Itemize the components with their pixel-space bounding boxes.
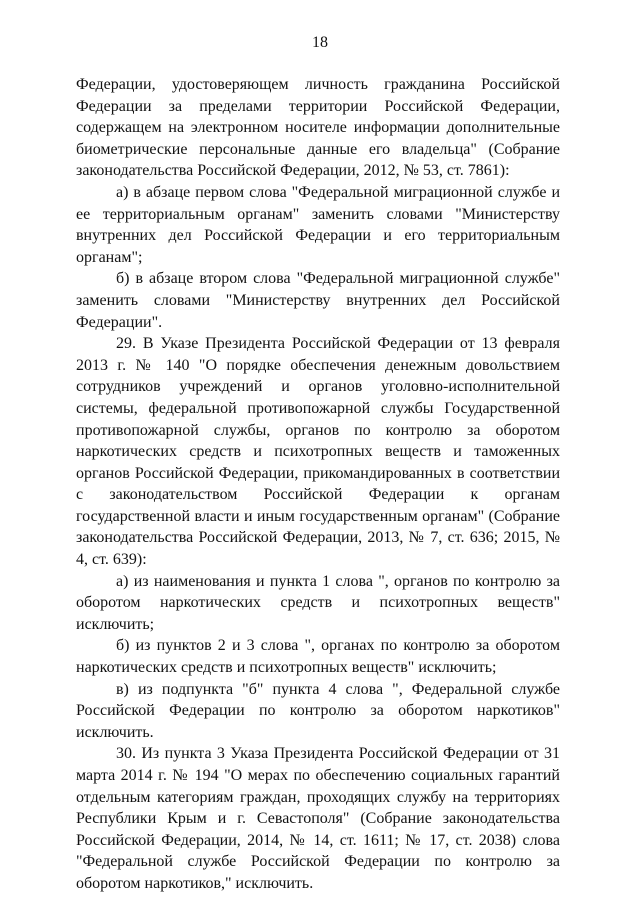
paragraph-item-a-first-abzats: а) в абзаце первом слова "Федеральной миграционной службе и ее территориальным органам" заменить словами "Министерству внутренних дел Российской Федерации и его территориальным органам"; [76, 183, 560, 266]
paragraph-continuation: Федерации, удостоверяющем личность гражданина Российской Федерации за пределами территории Российской Федерации, содержащем на электронном носителе информации дополнительные биометрические персональные данные его владельца" (Собрание законодательства Российской Федерации, 2012, № 53, ст. 7861): [76, 76, 560, 180]
page-number: 18 [312, 34, 328, 51]
paragraph-point-29: 29. В Указе Президента Российской Федерации от 13 февраля 2013 г. № 140 "О порядке обеспечения денежным довольствием сотрудников учреждений и органов уголовно-исполнительной системы, федеральной противопожарной службы Государственной противопожарной службы, органов по контролю за оборотом наркотических средств и психотропных веществ и таможенных органов Российской Федерации, прикомандированных в соответствии с законодательством Российской Федерации к органам государственной власти и иным государственным органам" (Собрание законодательства Российской Федерации, 2013, № 7, ст. 636; 2015, № 4, ст. 639): [76, 335, 560, 569]
paragraph-point-29-v: в) из подпункта "б" пункта 4 слова ", Федеральной службе Российской Федерации по контролю за оборотом наркотиков" исключить. [76, 680, 560, 741]
paragraph-point-29-a: а) из наименования и пункта 1 слова ", органов по контролю за оборотом наркотических средств и психотропных веществ" исключить; [76, 572, 560, 633]
paragraph-point-30: 30. Из пункта 3 Указа Президента Российской Федерации от 31 марта 2014 г. № 194 "О мерах по обеспечению социальных гарантий отдельным категориям граждан, проходящих службу на территориях Республики Крым и г. Севастополя" (Собрание законодательства Российской Федерации, 2014, № 14, ст. 1611; № 17, ст. 2038) слова "Федеральной службе Российской Федерации по контролю за оборотом наркотиков," исключить. [76, 745, 560, 892]
document-body [76, 74, 560, 895]
paragraph-point-29-b: б) из пунктов 2 и 3 слова ", органах по контролю за оборотом наркотических средств и психотропных веществ" исключить; [76, 637, 560, 677]
paragraph-item-b-second-abzats: б) в абзаце втором слова "Федеральной миграционной службе" заменить словами "Министерству внутренних дел Российской Федерации". [76, 270, 560, 331]
